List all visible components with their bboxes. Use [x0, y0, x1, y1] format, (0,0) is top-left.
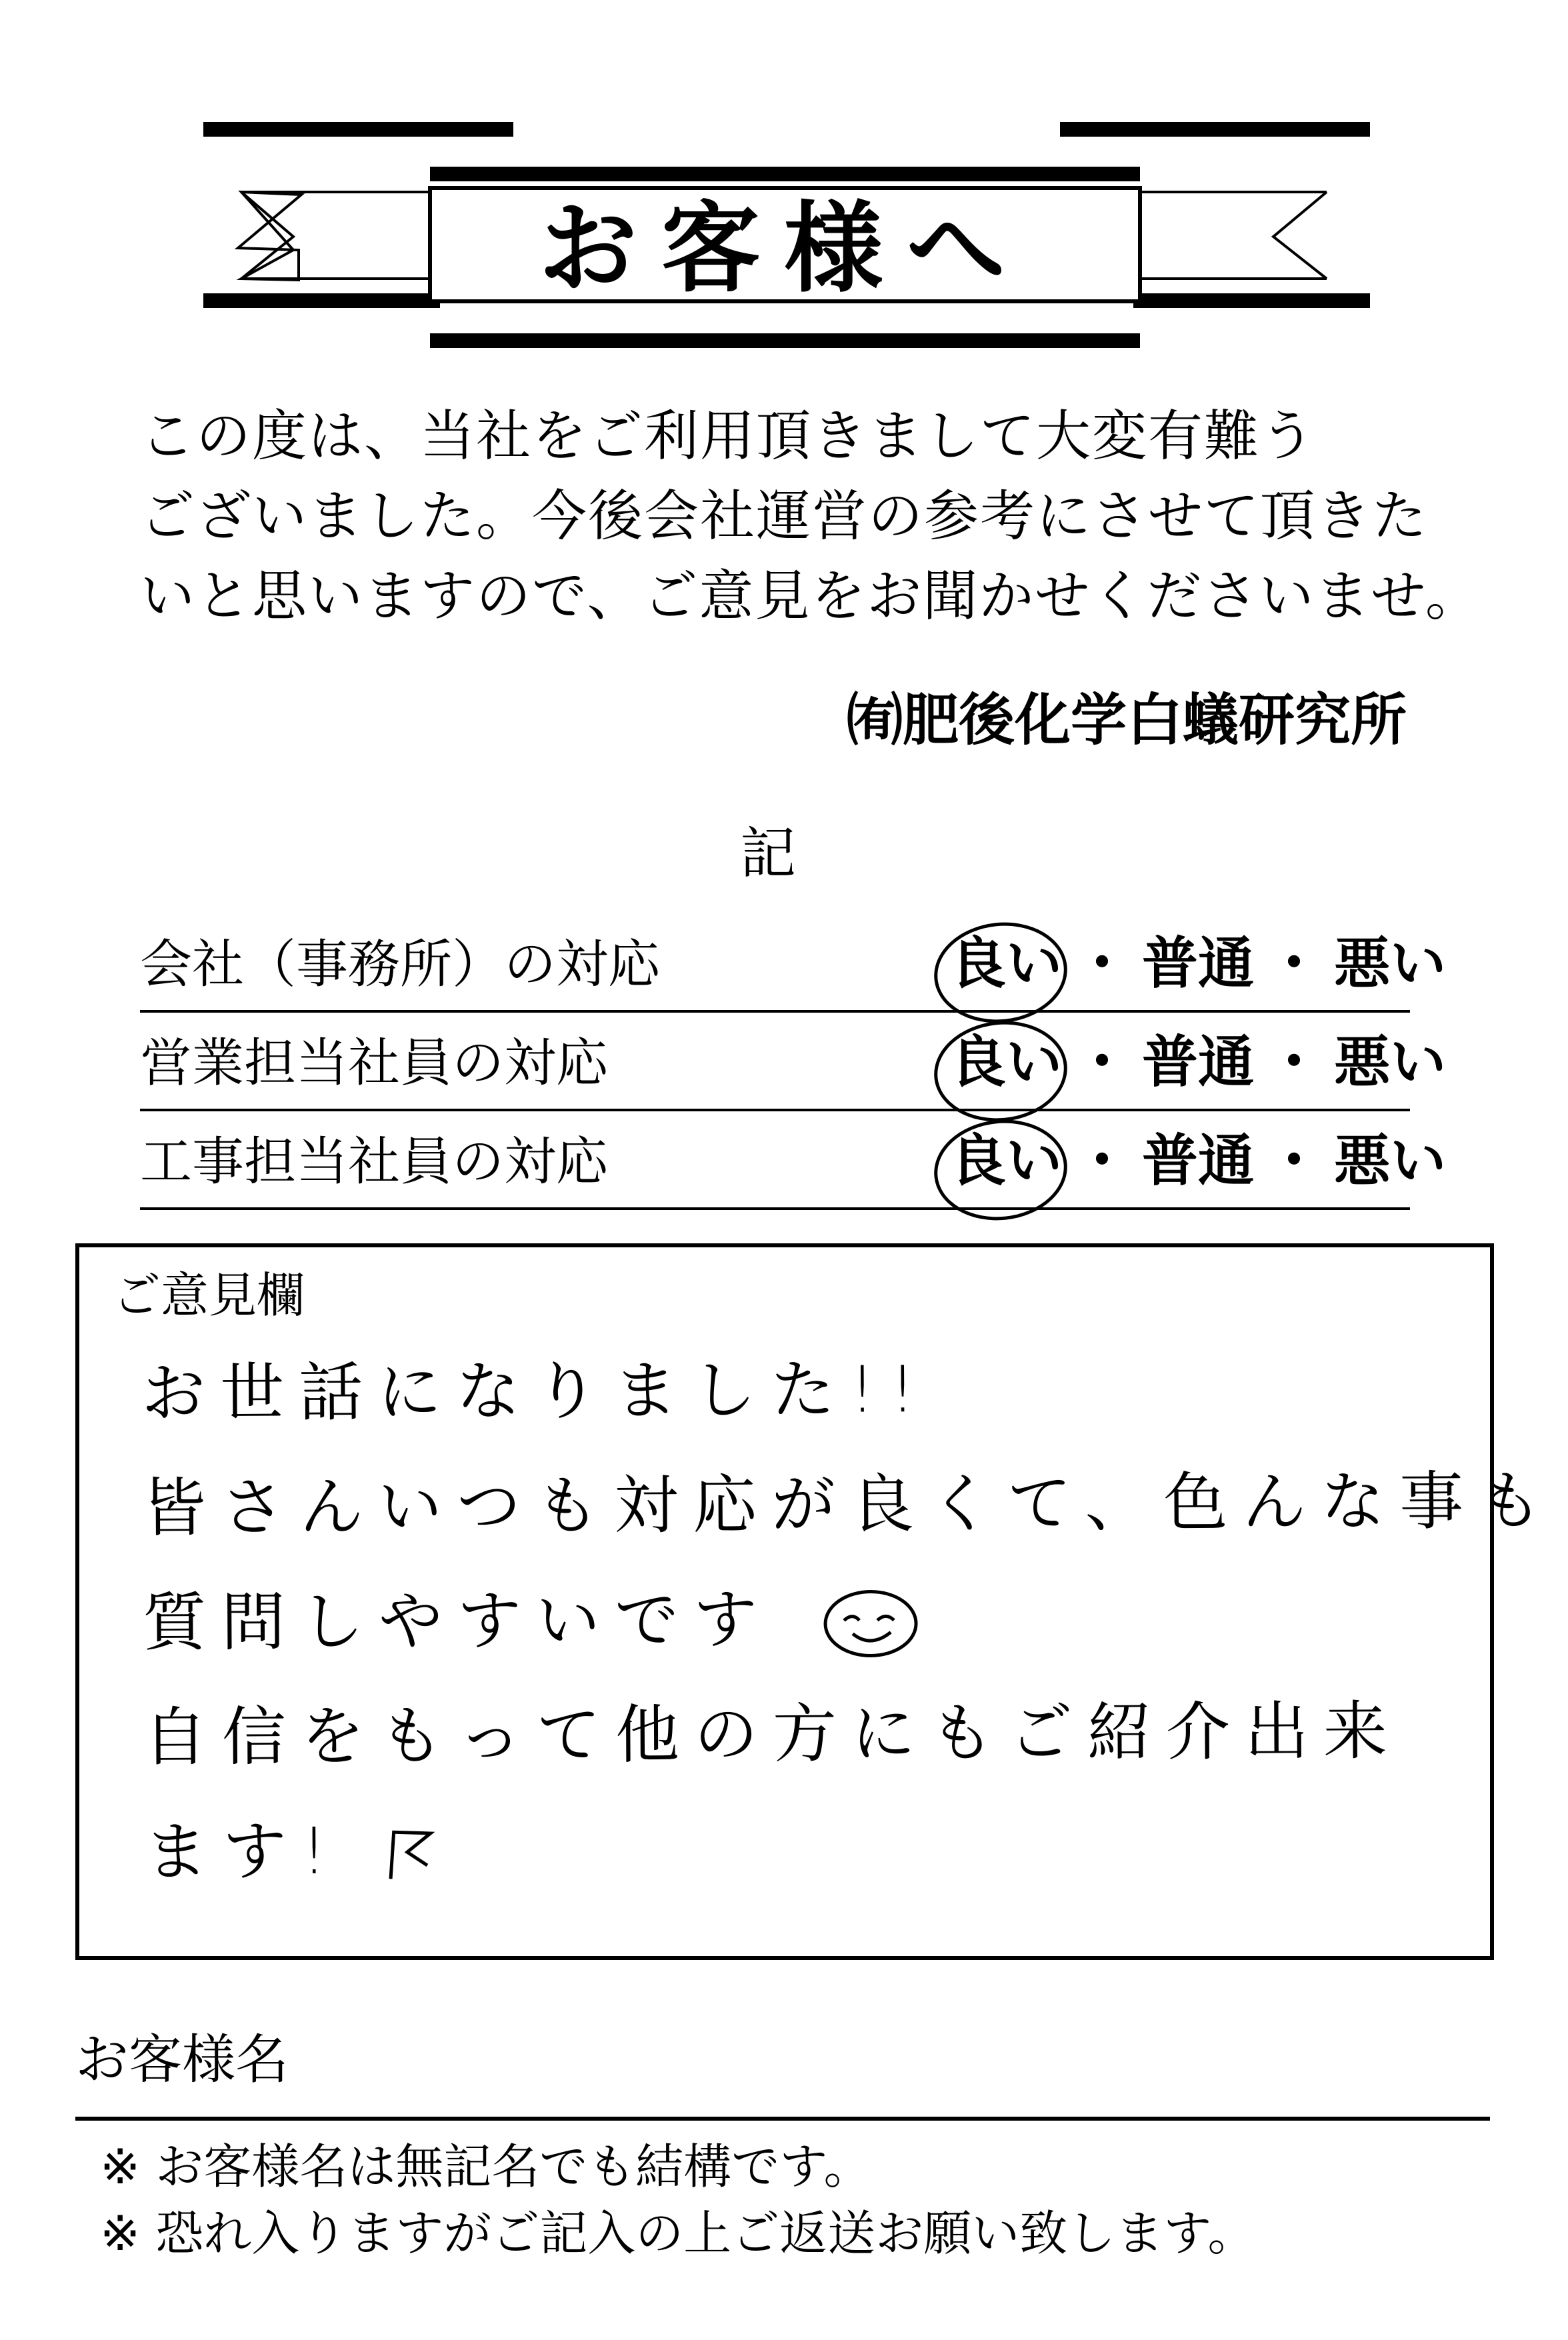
- option-bad[interactable]: 悪い: [1334, 1128, 1447, 1193]
- rating-options: 良い ・ 普通 ・ 悪い: [950, 1025, 1446, 1099]
- opinion-label: ご意見欄: [113, 1267, 305, 1323]
- handwritten-comment: [141, 1329, 1557, 1909]
- option-normal[interactable]: 普通: [1142, 931, 1255, 996]
- smiley-face-icon: [820, 1587, 921, 1661]
- intro-line: ございました。今後会社運営の参考にさせて頂きた: [140, 485, 1429, 548]
- customer-name-label: お客様名: [75, 2029, 289, 2091]
- rating-row-construction: [140, 1111, 1447, 1210]
- comment-line: 自信をもって他の方にもご紹介出来: [143, 1693, 1403, 1775]
- option-normal[interactable]: 普通: [1142, 1128, 1255, 1193]
- customer-name-line[interactable]: [75, 2117, 1490, 2121]
- rating-options: 良い ・ 普通 ・ 悪い: [950, 1124, 1446, 1197]
- intro-line: この度は、当社をご利用頂きまして大変有難う: [140, 405, 1317, 468]
- comment-line: 皆さんいつも対応が良くて、色んな事も: [141, 1463, 1557, 1546]
- rating-options: 良い ・ 普通 ・ 悪い: [950, 927, 1446, 1000]
- flag-doodle-icon: [381, 1825, 441, 1885]
- rating-label: 営業担当社員の対応: [140, 1033, 609, 1093]
- option-bad[interactable]: 悪い: [1334, 1029, 1447, 1095]
- comment-line: お世話になりました!!: [141, 1352, 931, 1431]
- comment-line: ます!: [143, 1788, 1477, 1909]
- company-name: ㈲肥後化学白蟻研究所: [846, 687, 1407, 753]
- rating-label: 工事担当社員の対応: [140, 1132, 609, 1192]
- option-bad[interactable]: 悪い: [1334, 931, 1447, 996]
- opinion-box[interactable]: [75, 1243, 1557, 1960]
- note-line: ※ 恐れ入りますがご記入の上ご返送お願い致します。: [100, 2205, 1256, 2261]
- rating-row-office: [140, 913, 1447, 1013]
- intro-line: いと思いますので、ご意見をお聞かせくださいませ。: [140, 565, 1481, 628]
- page-title: お客様へ: [539, 190, 1029, 306]
- option-good[interactable]: 良い: [950, 927, 1062, 1000]
- footer-notes: [100, 2133, 1255, 2267]
- intro-text: [140, 397, 1481, 637]
- rating-label: 会社（事務所）の対応: [140, 935, 661, 995]
- note-line: ※ お客様名は無記名でも結構です。: [100, 2139, 872, 2195]
- comment-line: 質問しやすいです: [143, 1559, 1477, 1680]
- rating-row-sales: [140, 1012, 1447, 1111]
- title-ribbon-banner: [0, 0, 1568, 373]
- option-good[interactable]: 良い: [950, 1025, 1062, 1099]
- ki-heading: 記: [740, 821, 797, 886]
- option-good[interactable]: 良い: [950, 1124, 1062, 1197]
- option-normal[interactable]: 普通: [1142, 1029, 1255, 1095]
